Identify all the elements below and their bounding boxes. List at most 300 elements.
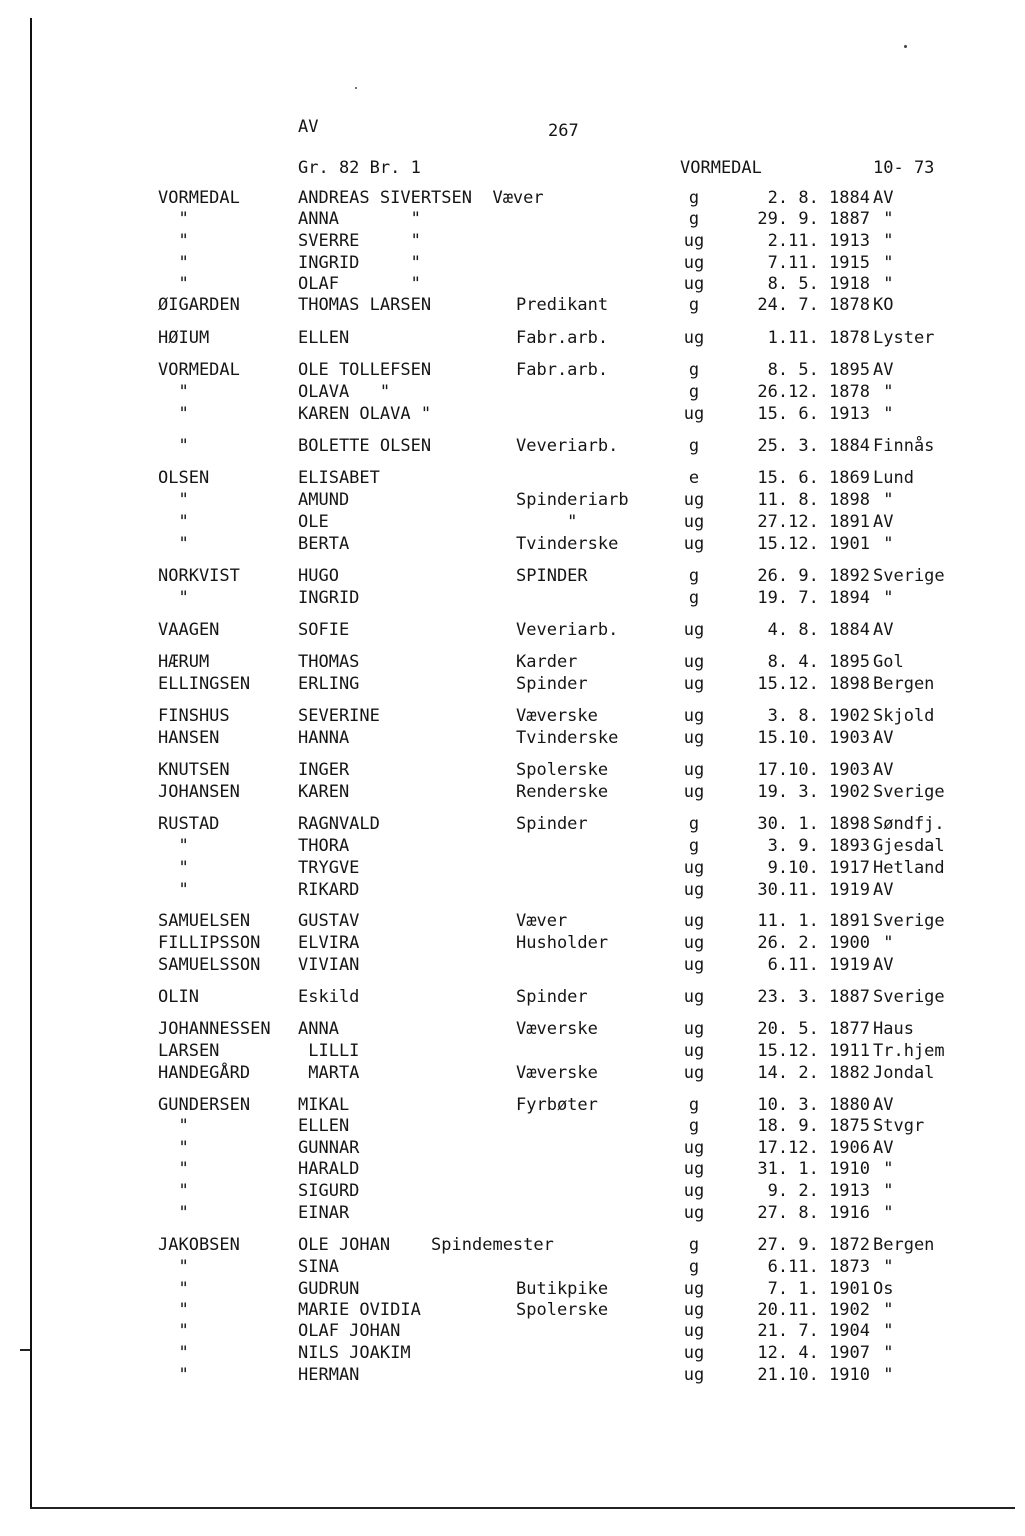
birth-date-cell: 27. 8. 1916 — [757, 1203, 870, 1223]
register-row — [0, 294, 1025, 316]
surname-cell: " — [158, 253, 189, 273]
register-row — [0, 1094, 1025, 1116]
marital-status-cell: e — [688, 468, 700, 488]
birth-date-cell: 26. 9. 1892 — [757, 566, 870, 586]
given-name-cell: MIKAL — [298, 1095, 350, 1115]
given-name-cell: ANDREAS SIVERTSEN Væver — [298, 188, 544, 208]
register-row — [0, 533, 1025, 555]
surname-cell: " — [158, 1203, 189, 1223]
marital-status-cell: ug — [683, 1159, 705, 1179]
birthplace-cell: AV — [873, 360, 894, 380]
given-name-cell: INGRID " — [298, 253, 421, 273]
given-name-cell: SINA — [298, 1257, 339, 1277]
birth-date-cell: 21. 7. 1904 — [757, 1321, 870, 1341]
birthplace-cell: Søndfj. — [873, 814, 945, 834]
register-row — [0, 619, 1025, 641]
given-name-cell: RAGNVALD — [298, 814, 380, 834]
given-name-cell: ANNA — [298, 1019, 339, 1039]
occupation-cell: Fyrbøter — [516, 1095, 598, 1115]
given-name-cell: SVERRE " — [298, 231, 421, 251]
register-row — [0, 835, 1025, 857]
marital-status-cell: ug — [683, 652, 705, 672]
register-row — [0, 910, 1025, 932]
marital-status-cell: ug — [683, 328, 705, 348]
register-row — [0, 857, 1025, 879]
surname-cell: JOHANSEN — [158, 782, 240, 802]
register-row — [0, 954, 1025, 976]
surname-cell: " — [158, 534, 189, 554]
birth-date-cell: 29. 9. 1887 — [757, 209, 870, 229]
marital-status-cell: ug — [683, 1138, 705, 1158]
occupation-cell: Predikant — [516, 295, 609, 315]
occupation-cell: Renderske — [516, 782, 609, 802]
surname-cell: " — [158, 1159, 189, 1179]
surname-cell: VORMEDAL — [158, 188, 240, 208]
birth-date-cell: 19. 3. 1902 — [757, 782, 870, 802]
birthplace-cell: " — [873, 588, 894, 608]
birth-date-cell: 25. 3. 1884 — [757, 436, 870, 456]
marital-status-cell: ug — [683, 1343, 705, 1363]
birthplace-cell: " — [873, 1181, 894, 1201]
marital-status-cell: ug — [683, 490, 705, 510]
surname-cell: FILLIPSSON — [158, 933, 261, 953]
birth-date-cell: 4. 8. 1884 — [767, 620, 870, 640]
marital-status-cell: g — [688, 836, 700, 856]
register-row — [0, 1018, 1025, 1040]
birthplace-cell: Bergen — [873, 674, 935, 694]
birth-date-cell: 21.10. 1910 — [757, 1365, 870, 1385]
occupation-cell: Spinder — [516, 987, 588, 1007]
surname-cell: OLSEN — [158, 468, 210, 488]
birthplace-cell: " — [873, 231, 894, 251]
given-name-cell: GUNNAR — [298, 1138, 360, 1158]
birthplace-cell: " — [873, 490, 894, 510]
given-name-cell: EINAR — [298, 1203, 350, 1223]
register-row — [0, 651, 1025, 673]
given-name-cell: OLAVA " — [298, 382, 391, 402]
birth-date-cell: 27. 9. 1872 — [757, 1235, 870, 1255]
register-row — [0, 208, 1025, 230]
birth-date-cell: 20.11. 1902 — [757, 1300, 870, 1320]
birthplace-cell: " — [873, 404, 894, 424]
birth-date-cell: 17.12. 1906 — [757, 1138, 870, 1158]
occupation-cell: Husholder — [516, 933, 609, 953]
occupation-cell: Fabr.arb. — [516, 328, 609, 348]
surname-cell: LARSEN — [158, 1041, 220, 1061]
marital-status-cell: ug — [683, 1203, 705, 1223]
surname-cell: " — [158, 1138, 189, 1158]
given-name-cell: BERTA — [298, 534, 350, 554]
surname-cell: " — [158, 1257, 189, 1277]
birthplace-cell: " — [873, 382, 894, 402]
birth-date-cell: 20. 5. 1877 — [757, 1019, 870, 1039]
birth-date-cell: 31. 1. 1910 — [757, 1159, 870, 1179]
given-name-cell: OLE TOLLEFSEN — [298, 360, 432, 380]
occupation-cell: SPINDER — [516, 566, 588, 586]
birth-date-cell: 12. 4. 1907 — [757, 1343, 870, 1363]
occupation-cell: Væver — [516, 911, 568, 931]
birth-date-cell: 1.11. 1878 — [767, 328, 870, 348]
surname-cell: " — [158, 880, 189, 900]
register-row — [0, 489, 1025, 511]
surname-cell: NORKVIST — [158, 566, 240, 586]
given-name-cell: NILS JOAKIM — [298, 1343, 411, 1363]
marital-status-cell: g — [688, 566, 700, 586]
birthplace-cell: Finnås — [873, 436, 935, 456]
birth-date-cell: 2.11. 1913 — [767, 231, 870, 251]
given-name-cell: OLE — [298, 512, 329, 532]
birth-date-cell: 9. 2. 1913 — [767, 1181, 870, 1201]
birthplace-cell: Os — [873, 1279, 894, 1299]
surname-cell: OLIN — [158, 987, 199, 1007]
occupation-cell: Butikpike — [516, 1279, 609, 1299]
given-name-cell: SEVERINE — [298, 706, 380, 726]
birthplace-cell: Jondal — [873, 1063, 935, 1083]
marital-status-cell: ug — [683, 1181, 705, 1201]
surname-cell: SAMUELSSON — [158, 955, 261, 975]
birthplace-cell: AV — [873, 880, 894, 900]
register-row — [0, 1040, 1025, 1062]
birthplace-cell: AV — [873, 1095, 894, 1115]
given-name-cell: Eskild — [298, 987, 360, 1007]
given-name-cell: HUGO — [298, 566, 339, 586]
register-row — [0, 403, 1025, 425]
surname-cell: JAKOBSEN — [158, 1235, 240, 1255]
surname-cell: FINSHUS — [158, 706, 230, 726]
header-code: AV — [298, 117, 319, 137]
birth-date-cell: 15.12. 1901 — [757, 534, 870, 554]
birthplace-cell: AV — [873, 728, 894, 748]
birth-date-cell: 23. 3. 1887 — [757, 987, 870, 1007]
marital-status-cell: ug — [683, 1063, 705, 1083]
birth-date-cell: 3. 9. 1893 — [767, 836, 870, 856]
birth-date-cell: 26. 2. 1900 — [757, 933, 870, 953]
given-name-cell: ANNA " — [298, 209, 421, 229]
surname-cell: " — [158, 382, 189, 402]
occupation-cell: Spinder — [516, 814, 588, 834]
given-name-cell: KAREN OLAVA " — [298, 404, 432, 424]
register-row — [0, 467, 1025, 489]
birthplace-cell: Sverige — [873, 566, 945, 586]
birthplace-cell: " — [873, 1203, 894, 1223]
given-name-cell: ELISABET — [298, 468, 380, 488]
marital-status-cell: ug — [683, 1365, 705, 1385]
surname-cell: " — [158, 1300, 189, 1320]
birth-date-cell: 3. 8. 1902 — [767, 706, 870, 726]
birthplace-cell: AV — [873, 512, 894, 532]
birthplace-cell: " — [873, 933, 894, 953]
place-heading: VORMEDAL — [680, 158, 762, 178]
marital-status-cell: ug — [683, 782, 705, 802]
birth-date-cell: 15. 6. 1913 — [757, 404, 870, 424]
register-row — [0, 327, 1025, 349]
marital-status-cell: ug — [683, 231, 705, 251]
birth-date-cell: 17.10. 1903 — [757, 760, 870, 780]
given-name-cell: ELLEN — [298, 1116, 350, 1136]
given-name-cell: ELLEN — [298, 328, 350, 348]
given-name-cell: HANNA — [298, 728, 350, 748]
birth-date-cell: 30. 1. 1898 — [757, 814, 870, 834]
birthplace-cell: AV — [873, 1138, 894, 1158]
birthplace-cell: " — [873, 1159, 894, 1179]
register-row — [0, 932, 1025, 954]
register-row — [0, 1320, 1025, 1342]
birthplace-cell: Haus — [873, 1019, 914, 1039]
occupation-cell: Fabr.arb. — [516, 360, 609, 380]
occupation-cell: Karder — [516, 652, 578, 672]
birthplace-cell: AV — [873, 955, 894, 975]
occupation-cell: Veveriarb. — [516, 436, 619, 456]
given-name-cell: ERLING — [298, 674, 360, 694]
given-name-cell: THOMAS — [298, 652, 360, 672]
given-name-cell: INGER — [298, 760, 350, 780]
surname-cell: " — [158, 436, 189, 456]
occupation-cell: Tvinderske — [516, 534, 619, 554]
marital-status-cell: ug — [683, 534, 705, 554]
register-row — [0, 1256, 1025, 1278]
reference-code: 10- 73 — [873, 158, 935, 178]
given-name-cell: OLE JOHAN Spindemester — [298, 1235, 554, 1255]
birthplace-cell: Hetland — [873, 858, 945, 878]
birthplace-cell: Skjold — [873, 706, 935, 726]
marital-status-cell: ug — [683, 911, 705, 931]
surname-cell: " — [158, 1116, 189, 1136]
given-name-cell: RIKARD — [298, 880, 360, 900]
given-name-cell: KAREN — [298, 782, 350, 802]
birthplace-cell: Sverige — [873, 782, 945, 802]
birth-date-cell: 30.11. 1919 — [757, 880, 870, 900]
occupation-cell: Spolerske — [516, 760, 609, 780]
marital-status-cell: ug — [683, 674, 705, 694]
surname-cell: RUSTAD — [158, 814, 220, 834]
surname-cell: " — [158, 404, 189, 424]
scan-speck — [904, 45, 907, 48]
birth-date-cell: 24. 7. 1878 — [757, 295, 870, 315]
marital-status-cell: ug — [683, 760, 705, 780]
register-row — [0, 230, 1025, 252]
marital-status-cell: ug — [683, 955, 705, 975]
register-row — [0, 1299, 1025, 1321]
birth-date-cell: 27.12. 1891 — [757, 512, 870, 532]
given-name-cell: GUSTAV — [298, 911, 360, 931]
birthplace-cell: Tr.hjem — [873, 1041, 945, 1061]
surname-cell: " — [158, 1279, 189, 1299]
birth-date-cell: 11. 8. 1898 — [757, 490, 870, 510]
marital-status-cell: g — [688, 209, 700, 229]
marital-status-cell: ug — [683, 274, 705, 294]
marital-status-cell: ug — [683, 706, 705, 726]
birthplace-cell: " — [873, 1365, 894, 1385]
surname-cell: " — [158, 512, 189, 532]
birth-date-cell: 18. 9. 1875 — [757, 1116, 870, 1136]
birth-date-cell: 9.10. 1917 — [767, 858, 870, 878]
page-number: 267 — [548, 121, 579, 141]
occupation-cell: Tvinderske — [516, 728, 619, 748]
marital-status-cell: g — [688, 1257, 700, 1277]
given-name-cell: THORA — [298, 836, 350, 856]
birthplace-cell: " — [873, 534, 894, 554]
occupation-cell: Væverske — [516, 1063, 598, 1083]
birthplace-cell: " — [873, 274, 894, 294]
register-row — [0, 1234, 1025, 1256]
birth-date-cell: 19. 7. 1894 — [757, 588, 870, 608]
surname-cell: " — [158, 1321, 189, 1341]
occupation-cell: Spinderiarb — [516, 490, 629, 510]
register-row — [0, 187, 1025, 209]
given-name-cell: MARIE OVIDIA — [298, 1300, 421, 1320]
surname-cell: " — [158, 1343, 189, 1363]
surname-cell: HANSEN — [158, 728, 220, 748]
birthplace-cell: Lund — [873, 468, 914, 488]
birth-date-cell: 15. 6. 1869 — [757, 468, 870, 488]
marital-status-cell: ug — [683, 512, 705, 532]
surname-cell: " — [158, 274, 189, 294]
given-name-cell: THOMAS LARSEN — [298, 295, 432, 315]
birth-date-cell: 7.11. 1915 — [767, 253, 870, 273]
group-label: Gr. 82 Br. 1 — [298, 158, 421, 178]
surname-cell: " — [158, 490, 189, 510]
marital-status-cell: ug — [683, 933, 705, 953]
birth-date-cell: 2. 8. 1884 — [767, 188, 870, 208]
register-row — [0, 359, 1025, 381]
marital-status-cell: ug — [683, 404, 705, 424]
surname-cell: " — [158, 1181, 189, 1201]
marital-status-cell: ug — [683, 1279, 705, 1299]
marital-status-cell: ug — [683, 1300, 705, 1320]
surname-cell: SAMUELSEN — [158, 911, 251, 931]
birth-date-cell: 14. 2. 1882 — [757, 1063, 870, 1083]
given-name-cell: SOFIE — [298, 620, 350, 640]
birthplace-cell: " — [873, 1343, 894, 1363]
marital-status-cell: g — [688, 814, 700, 834]
birth-date-cell: 15.10. 1903 — [757, 728, 870, 748]
occupation-cell: Veveriarb. — [516, 620, 619, 640]
register-row — [0, 1158, 1025, 1180]
register-row — [0, 587, 1025, 609]
register-row — [0, 1278, 1025, 1300]
given-name-cell: HARALD — [298, 1159, 360, 1179]
marital-status-cell: ug — [683, 728, 705, 748]
register-row — [0, 1202, 1025, 1224]
surname-cell: HØIUM — [158, 328, 210, 348]
birthplace-cell: Gjesdal — [873, 836, 945, 856]
surname-cell: " — [158, 588, 189, 608]
surname-cell: " — [158, 836, 189, 856]
register-row — [0, 1364, 1025, 1386]
register-row — [0, 1062, 1025, 1084]
birth-date-cell: 10. 3. 1880 — [757, 1095, 870, 1115]
register-row — [0, 273, 1025, 295]
birthplace-cell: Gol — [873, 652, 904, 672]
birthplace-cell: Lyster — [873, 328, 935, 348]
birthplace-cell: Bergen — [873, 1235, 935, 1255]
birthplace-cell: " — [873, 253, 894, 273]
occupation-cell: Væverske — [516, 1019, 598, 1039]
surname-cell: " — [158, 231, 189, 251]
surname-cell: JOHANNESSEN — [158, 1019, 271, 1039]
register-row — [0, 705, 1025, 727]
marital-status-cell: ug — [683, 1041, 705, 1061]
register-row — [0, 1180, 1025, 1202]
surname-cell: VAAGEN — [158, 620, 220, 640]
birth-date-cell: 8. 4. 1895 — [767, 652, 870, 672]
birthplace-cell: Sverige — [873, 987, 945, 1007]
marital-status-cell: g — [688, 588, 700, 608]
marital-status-cell: ug — [683, 880, 705, 900]
marital-status-cell: g — [688, 436, 700, 456]
marital-status-cell: ug — [683, 858, 705, 878]
surname-cell: ØIGARDEN — [158, 295, 240, 315]
birth-date-cell: 26.12. 1878 — [757, 382, 870, 402]
birthplace-cell: AV — [873, 760, 894, 780]
birthplace-cell: Stvgr — [873, 1116, 925, 1136]
register-row — [0, 565, 1025, 587]
given-name-cell: ELVIRA — [298, 933, 360, 953]
register-row — [0, 727, 1025, 749]
given-name-cell: BOLETTE OLSEN — [298, 436, 432, 456]
birth-date-cell: 15.12. 1898 — [757, 674, 870, 694]
birthplace-cell: AV — [873, 620, 894, 640]
surname-cell: VORMEDAL — [158, 360, 240, 380]
register-row — [0, 381, 1025, 403]
birthplace-cell: Sverige — [873, 911, 945, 931]
given-name-cell: TRYGVE — [298, 858, 360, 878]
marital-status-cell: ug — [683, 620, 705, 640]
register-row — [0, 813, 1025, 835]
marital-status-cell: g — [688, 1095, 700, 1115]
given-name-cell: OLAF " — [298, 274, 421, 294]
register-row — [0, 511, 1025, 533]
occupation-cell: Spinder — [516, 674, 588, 694]
given-name-cell: HERMAN — [298, 1365, 360, 1385]
register-row — [0, 435, 1025, 457]
birthplace-cell: AV — [873, 188, 894, 208]
surname-cell: " — [158, 209, 189, 229]
given-name-cell: OLAF JOHAN — [298, 1321, 401, 1341]
register-row — [0, 1115, 1025, 1137]
birth-date-cell: 11. 1. 1891 — [757, 911, 870, 931]
birth-date-cell: 8. 5. 1895 — [767, 360, 870, 380]
given-name-cell: INGRID — [298, 588, 360, 608]
birth-date-cell: 15.12. 1911 — [757, 1041, 870, 1061]
birthplace-cell: " — [873, 209, 894, 229]
register-row — [0, 673, 1025, 695]
marital-status-cell: g — [688, 295, 700, 315]
birthplace-cell: " — [873, 1321, 894, 1341]
marital-status-cell: g — [688, 382, 700, 402]
register-row — [0, 781, 1025, 803]
surname-cell: HÆRUM — [158, 652, 210, 672]
register-row — [0, 879, 1025, 901]
given-name-cell: MARTA — [298, 1063, 360, 1083]
marital-status-cell: ug — [683, 1321, 705, 1341]
occupation-cell: Væverske — [516, 706, 598, 726]
surname-cell: " — [158, 1365, 189, 1385]
given-name-cell: VIVIAN — [298, 955, 360, 975]
occupation-cell: " — [516, 512, 578, 532]
marital-status-cell: g — [688, 360, 700, 380]
birth-date-cell: 6.11. 1873 — [767, 1257, 870, 1277]
given-name-cell: GUDRUN — [298, 1279, 360, 1299]
surname-cell: KNUTSEN — [158, 760, 230, 780]
surname-cell: HANDEGÅRD — [158, 1063, 251, 1083]
marital-status-cell: g — [688, 188, 700, 208]
marital-status-cell: g — [688, 1116, 700, 1136]
occupation-cell: Spolerske — [516, 1300, 609, 1320]
marital-status-cell: ug — [683, 987, 705, 1007]
birthplace-cell: KO — [873, 295, 894, 315]
register-row — [0, 252, 1025, 274]
